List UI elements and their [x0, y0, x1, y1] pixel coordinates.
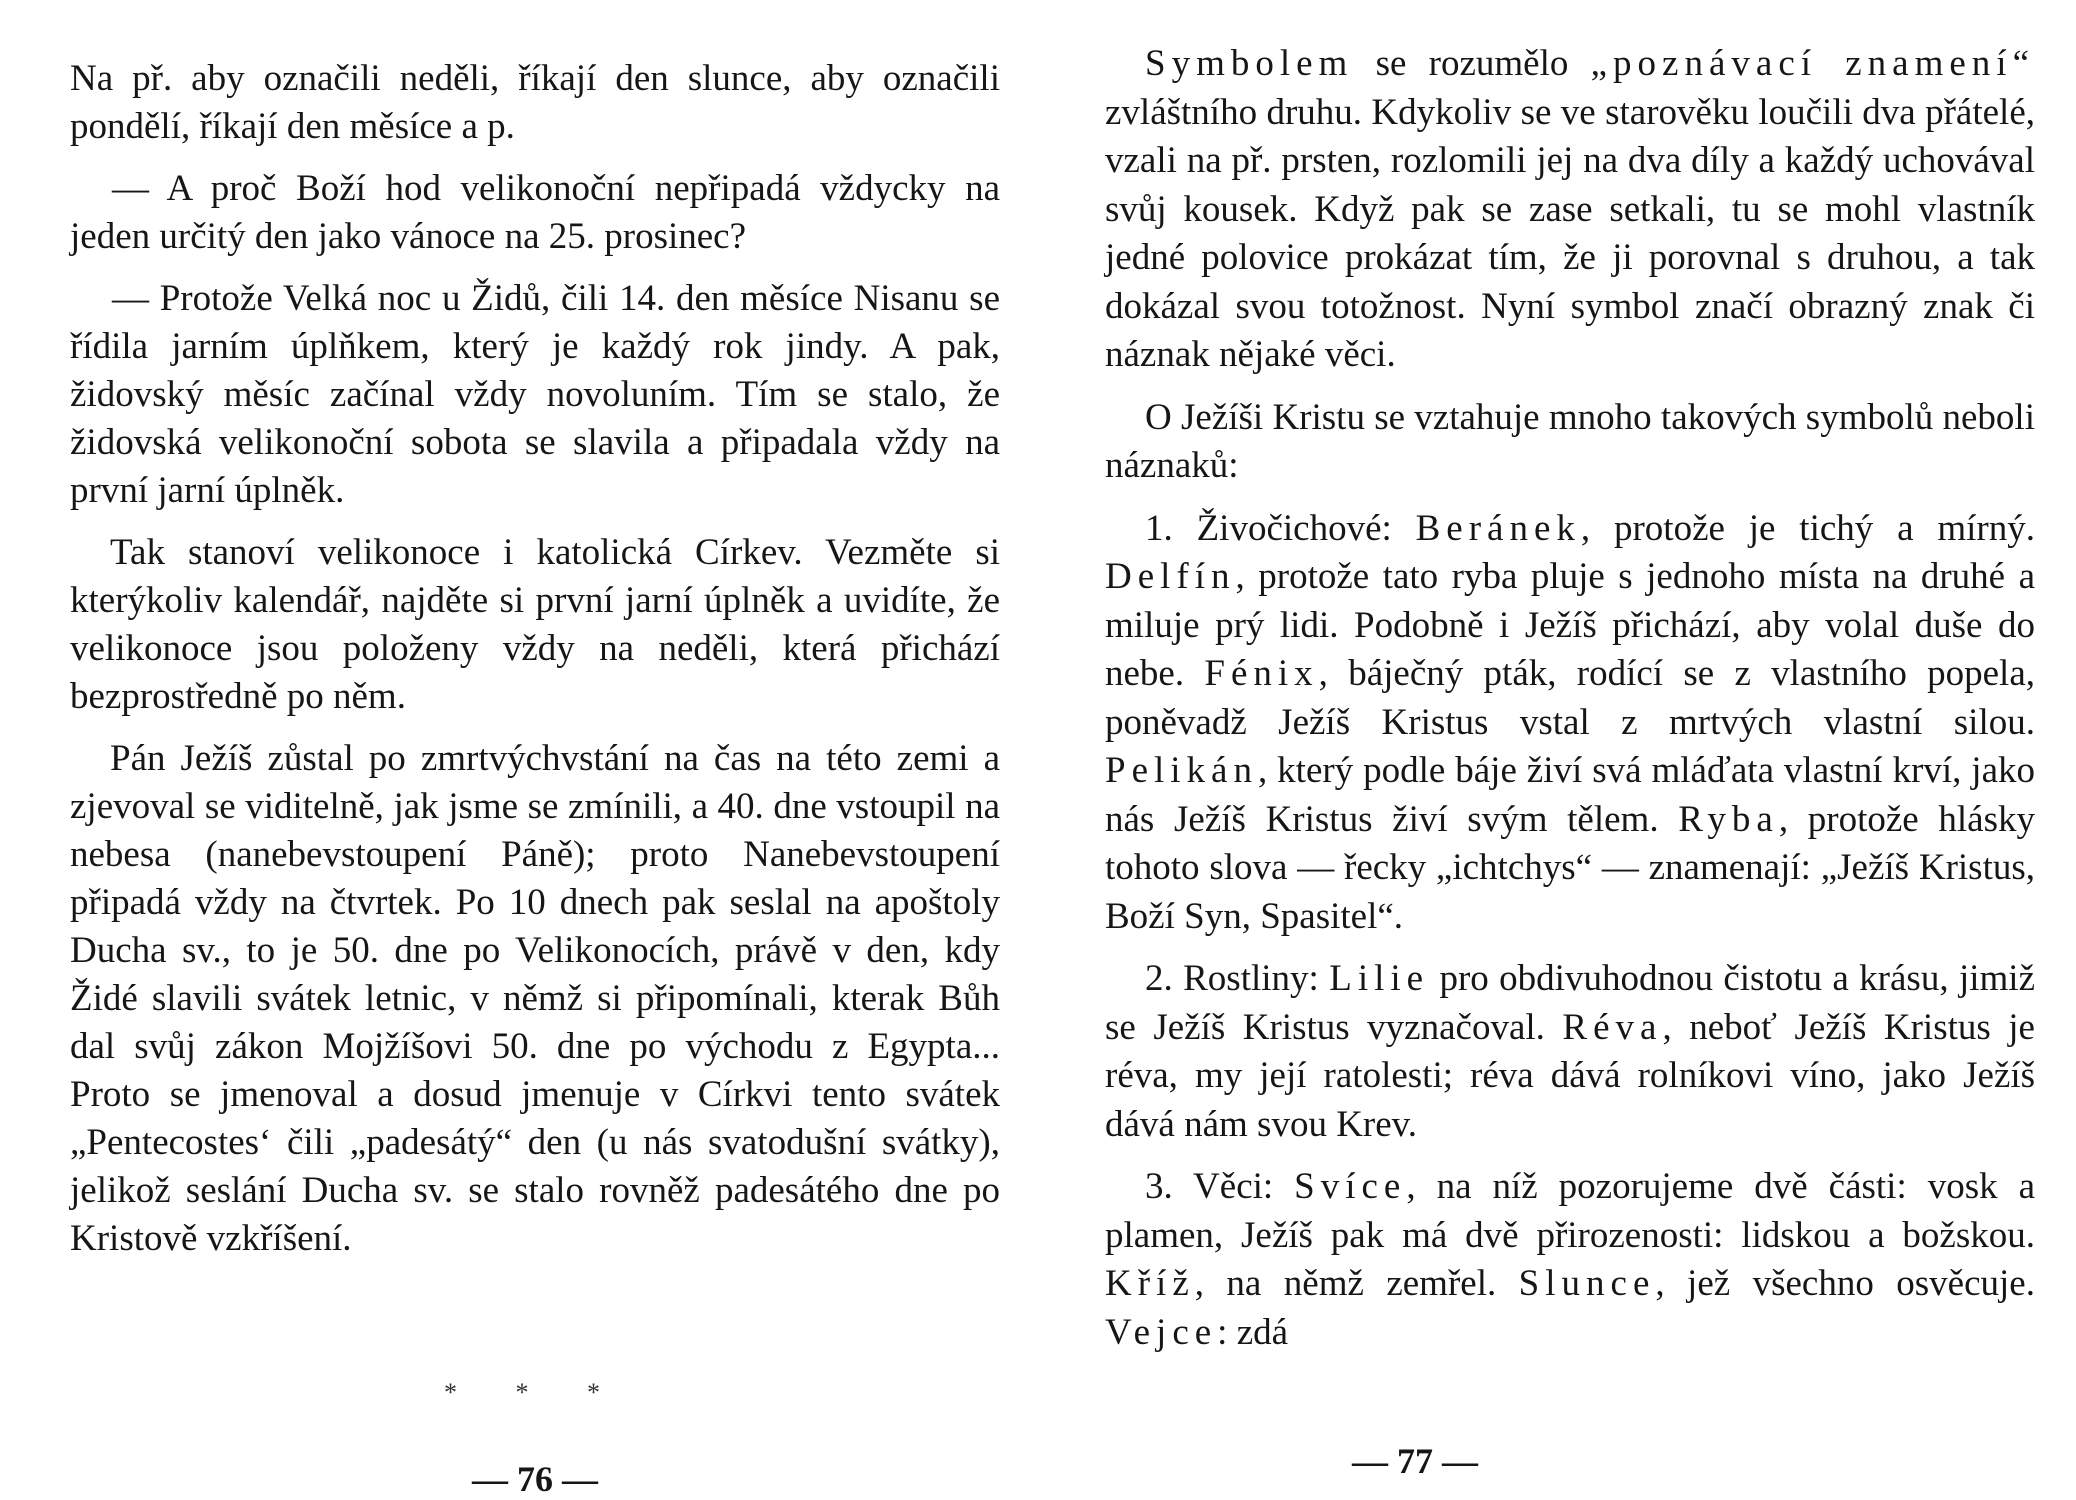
right-page-text	[1105, 40, 2035, 1371]
paragraph: — A proč Boží hod velikonoční nepřipadá vždycky na jeden určitý den jako vánoce na 25. prosinec?	[70, 168, 1000, 257]
emphasized-term: Delfín	[1105, 556, 1236, 597]
paragraph	[1105, 505, 2035, 942]
left-page-text	[70, 55, 1000, 1277]
paragraph: Tak stanoví velikonoce i katolická Církev. Vezměte si kterýkoliv kalendář, najděte si první jarní úplněk a uvidíte, že velikonoce jsou položeny vždy na neděli, která přichází bezprostředně po něm.	[70, 532, 1000, 717]
emphasized-term: Kříž	[1105, 1263, 1195, 1304]
emphasized-term: „poznávací znamení“	[1590, 43, 2036, 84]
text-run: , protože tato ryba pluje s jednoho místa na druhé a miluje prý lidi. Podobně i Ježíš přichází, aby volal duše do nebe.	[1105, 556, 2035, 694]
paragraph: — Protože Velká noc u Židů, čili 14. den měsíce Nisanu se řídila jarním úplňkem, který je každý rok jindy. A pak, židovský měsíc začínal vždy novoluním. Tím se stalo, že židovská velikonoční sobota se slavila a připadala vždy na první jarní úplněk.	[70, 278, 1000, 511]
emphasized-term: Ryba	[1678, 798, 1779, 840]
text-run: 3. Věci:	[1145, 1166, 1295, 1207]
paragraph	[1105, 40, 2035, 380]
paragraph: O Ježíši Kristu se vztahuje mnoho takových symbolů neboli náznaků:	[1105, 396, 2035, 486]
text-run: , neboť Ježíš Kristus je réva, my její ratolesti; réva dává rolníkovi víno, jako Ježíš dává nám svou Krev.	[1105, 1006, 2035, 1145]
text-run: pro obdivuhodnou čistotu a krásu, jimiž se Ježíš Kristus vyznačoval.	[1105, 958, 2035, 1048]
paragraph: Pán Ježíš zůstal po zmrtvýchvstání na čas na této zemi a zjevoval se viditelně, jak jsme se zmínili, a 40. dne vstoupil na nebesa (nanebevstoupení Páně); proto Nanebevstoupení připadá vždy na čtvrtek. Po 10 dnech pak seslal na apoštoly Ducha sv., to je 50. dne po Velikonocích, právě v den, kdy Židé slavili svátek letnic, v němž si připomínali, kterak Bůh dal svůj zákon Mojžíšovi 50. dne po východu z Egypta... Proto se jmenoval a dosud jmenuje v Církvi tento svátek „Pentecostes‘ čili „padesátý“ den (u nás svatodušní svátky), jelikož seslání Ducha sv. se stalo rovněž padesátého dne po Kristově vzkříšení.	[70, 738, 1000, 1259]
text-run: , na němž zemřel.	[1194, 1263, 1519, 1304]
page-number: — 76 —	[472, 1459, 598, 1499]
section-separator: * * *	[444, 1378, 626, 1407]
paragraph	[1105, 1163, 2035, 1357]
text-run: 2. Rostliny:	[1145, 958, 1330, 999]
text-run: , báječný pták, rodící se z vlastního popela, poněvadž Ježíš Kristus vstal z mrtvých vlastní silou.	[1105, 653, 2035, 743]
emphasized-term: Slunce	[1518, 1263, 1656, 1304]
text-run: zvláštního druhu. Kdykoliv se ve starověku loučili dva přátelé, vzali na př. prsten, rozlomili jej na dva díly a každý uchovával svůj kousek. Když pak se zase setkali, tu se mohl vlastník jedné polovice prokázat tím, že ji porovnal s druhou, a tak dokázal svou totožnost. Nyní symbol značí obrazný znak či náznak nějaké věci.	[1105, 91, 2035, 375]
text-run: 1. Živočichové:	[1145, 507, 1416, 549]
emphasized-term: Réva	[1562, 1006, 1663, 1048]
text-run: , protože hlásky tohoto slova — řecky „ichtchys“ — znamenají: „Ježíš Kristus, Boží Syn, Spasitel“.	[1105, 798, 2035, 937]
emphasized-term: Fénix	[1204, 653, 1319, 694]
text-run: se rozumělo	[1353, 43, 1591, 84]
paragraph: Na př. aby označili neděli, říkají den slunce, aby označili pondělí, říkají den měsíce a p.	[70, 58, 1000, 147]
text-run: , protože je tichý a mírný.	[1580, 507, 2035, 549]
text-run: : zdá	[1217, 1311, 1289, 1353]
right-page	[1105, 0, 2035, 1500]
emphasized-term: Pelikán	[1105, 750, 1258, 791]
emphasized-term: Svíce	[1294, 1166, 1407, 1207]
text-run: , jež všechno osvěcuje.	[1655, 1263, 2035, 1304]
page-number: — 77 —	[1352, 1441, 1478, 1481]
emphasized-term: Symbolem	[1145, 43, 1354, 84]
left-page	[70, 0, 1000, 1500]
text-run: , který podle báje živí svá mláďata vlastní krví, jako nás Ježíš Kristus živí svým tělem.	[1105, 750, 2035, 840]
text-run: , na níž pozorujeme dvě části: vosk a plamen, Ježíš pak má dvě přirozenosti: lidskou a božskou.	[1105, 1166, 2035, 1256]
paragraph	[1105, 955, 2035, 1149]
emphasized-term: Lilie	[1329, 958, 1430, 999]
emphasized-term: Vejce	[1105, 1311, 1218, 1353]
emphasized-term: Beránek	[1415, 507, 1581, 549]
